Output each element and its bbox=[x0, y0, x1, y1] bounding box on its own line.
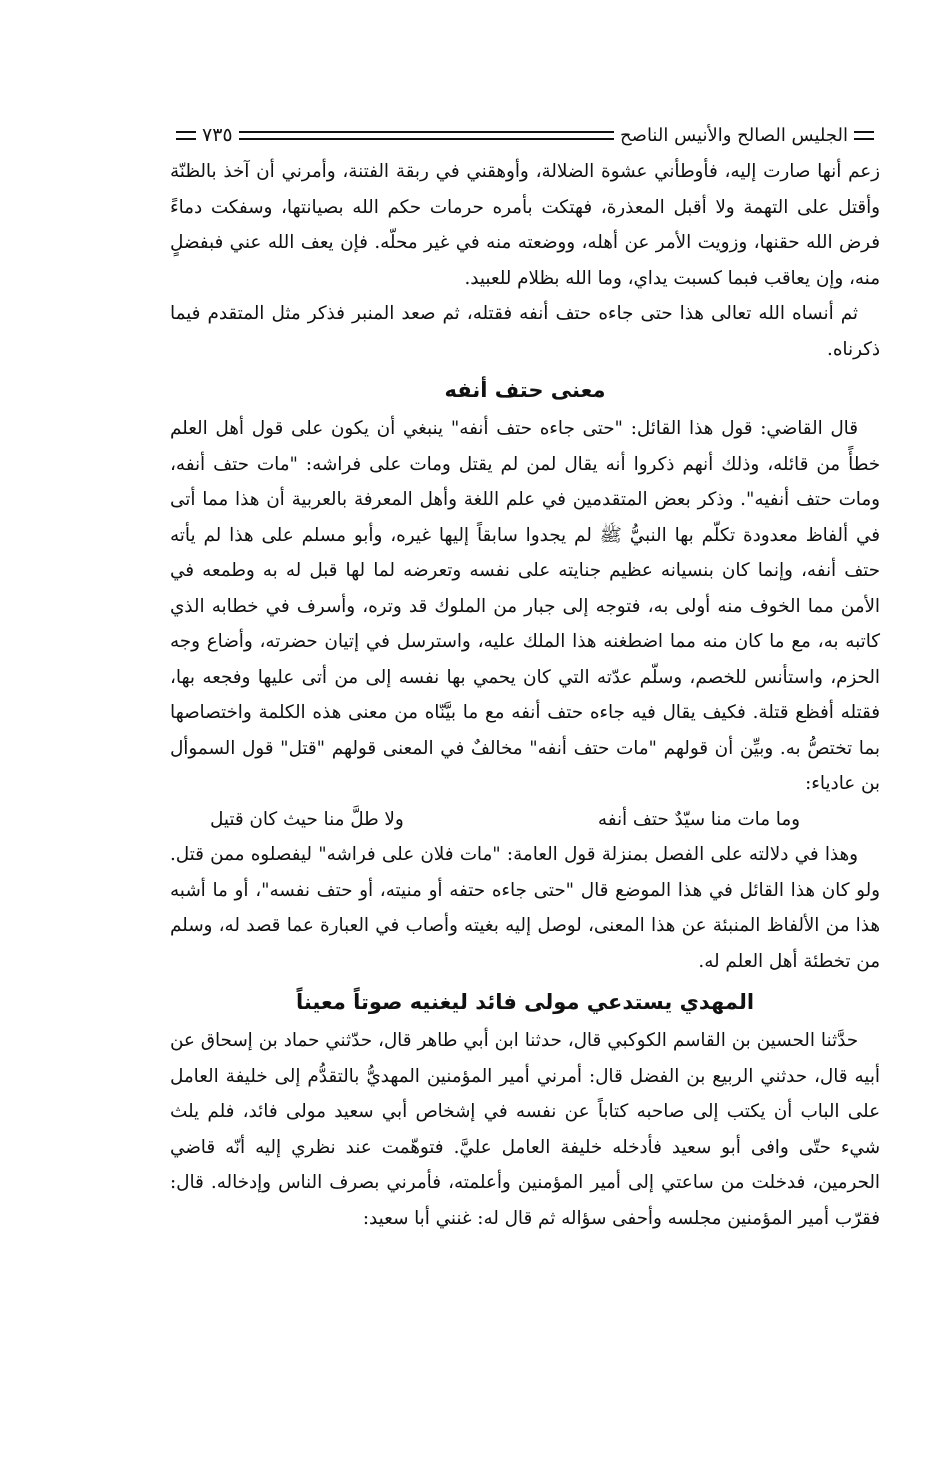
paragraph-5: حدَّثنا الحسين بن القاسم الكوكبي قال، حدثنا ابن أبي طاهر قال، حدّثني حماد بن إسحاق عن أبيه قال، حدثني الربيع بن الفضل قال: أمرني أمير المؤمنين المهديُّ بالتقدُّم إلى خليفة العامل على الباب أن يكتب إلى صاحبه كتاباً عن نفسه في إشخاص أبي سعيد مولى فائد، فلم يلث شيء حتّى وافى أبو سعيد فأدخله خليفة العامل عليَّ. فتوهّمت عند نظري إليه أنّه قاضي الحرمين، فدخلت من ساعتي إلى أمير المؤمنين وأعلمته، فأمرني بصرف الناس وإدخاله. قال: فقرّب أمير المؤمنين مجلسه وأحفى سؤاله ثم قال له: غنني أبا سعيد: bbox=[170, 1030, 880, 1229]
poetry-verse bbox=[170, 802, 880, 838]
running-header bbox=[170, 120, 880, 150]
section-heading-2: المهدي يستدعي مولى فائد ليغنيه صوتاً معيناً bbox=[295, 990, 755, 1014]
book-page bbox=[170, 120, 880, 1236]
header-rule-middle bbox=[239, 131, 614, 140]
header-rule-left bbox=[176, 131, 196, 140]
verse-hemistich-2: ولا طلَّ منا حيث كان قتيل bbox=[210, 808, 404, 830]
header-rule-right bbox=[854, 131, 874, 140]
paragraph-4: وهذا في دلالته على الفصل بمنزلة قول العامة: "مات فلان على فراشه" ليفصلوه ممن قتل. ولو كان هذا القائل في هذا الموضع قال "حتى جاءه حتفه أو منيته، أو حتف نفسه"، أو ما أشبه هذا من الألفاظ المنبئة عن هذا المعنى، لوصل إليه بغيته وأصاب في العبارة عما قصد له، وسلم من تخطئة أهل العلم له. bbox=[170, 844, 880, 972]
paragraph-2: ثم أنساه الله تعالى هذا حتى جاءه حتف أنفه فقتله، ثم صعد المنبر فذكر مثل المتقدم فيما ذكرناه. bbox=[170, 303, 880, 360]
page-number: ٧٣٥ bbox=[202, 124, 233, 146]
section-heading-1: معنى حتف أنفه bbox=[444, 378, 606, 402]
paragraph-3: قال القاضي: قول هذا القائل: "حتى جاءه حتف أنفه" ينبغي أن يكون على قول أهل العلم خطأً من قائله، وذلك أنهم ذكروا أنه يقال لمن لم يقتل ومات على فراشه: "مات حتف أنفه، ومات حتف أنفيه". وذكر بعض المتقدمين في علم اللغة وأهل المعرفة بالعربية أن هذا مما أتى في ألفاظ معدودة تكلّم بها النبيُّ ﷺ لم يجدوا سابقاً إليها غيره، وأبو مسلم على هذا لم يأته حتف أنفه، وإنما كان بنسيانه عظيم جنايته على نفسه وتعرضه لما لها قبل له به وطمعه في الأمن مما الخوف منه أولى به، فتوجه إلى جبار من الملوك قد وتره، وأسرف في خطابه الذي كاتبه به، مع ما كان منه مما اضطغنه هذا الملك عليه، واسترسل في إتيان حضرته، وأضاع وجه الحزم، واستأنس للخصم، وسلّم عدّته التي كان يحمي بها نفسه إلى من أتى عليها وفجعه بها، فقتله أفظع قتلة. فكيف يقال فيه جاءه حتف أنفه مع ما بيَّنّاه من معنى هذه الكلمة واختصاصها بما تختصُّ به. وبيِّن أن قولهم "مات حتف أنفه" مخالفٌ في المعنى قولهم "قتل" قول السموأل بن عادياء: bbox=[170, 418, 880, 794]
verse-hemistich-1: وما مات منا سيّدٌ حتف أنفه bbox=[597, 808, 800, 830]
book-title: الجليس الصالح والأنيس الناصح bbox=[620, 124, 848, 146]
paragraph-1: زعم أنها صارت إليه، فأوطأني عشوة الضلالة، وأوهقني في ربقة الفتنة، وأمرني أن آخذ بالظنّة وأقتل على التهمة ولا أقبل المعذرة، فهتكت بأمره حرمات حكم الله بصيانتها، وسفكت دماءً فرض الله حقنها، وزويت الأمر عن أهله، ووضعته منه في غير محلّه. فإن يعف الله عني فبفضلٍ منه، وإن يعاقب فبما كسبت يداي، وما الله بظلام للعبيد. bbox=[170, 161, 880, 289]
